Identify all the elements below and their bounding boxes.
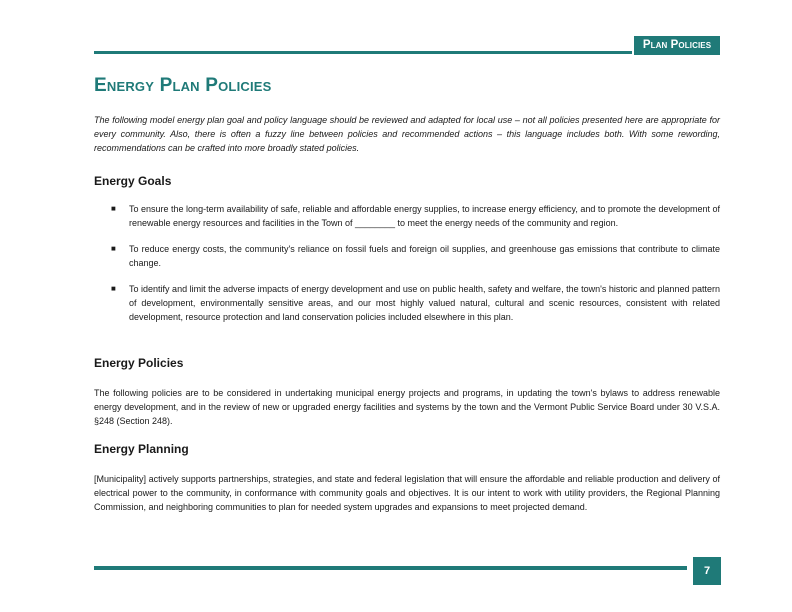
goal-text: To identify and limit the adverse impacts of energy development and use on public health, safety and welfare, the town's historic and planned pattern of development, environmentally sensitive areas, and our most highly valued natural, cultural and scenic resources, consistent with related development, resource protection and land conservation policies included elsewhere in this plan. bbox=[129, 284, 720, 322]
goal-text: To reduce energy costs, the community's reliance on fossil fuels and foreign oil supplies, and greenhouse gas emissions that contribute to climate change. bbox=[129, 244, 720, 268]
bullet-icon: ■ bbox=[111, 244, 116, 253]
energy-planning-paragraph: [Municipality] actively supports partnerships, strategies, and state and federal legislation that will ensure the affordable and reliable production and delivery of electrical power to the community, in conformance with community goals and objectives. It is our intent to work with utility providers, the Regional Planning Commission, and neighboring communities to plan for needed system upgrades and expansions to meet projected demand. bbox=[94, 474, 720, 512]
bullet-icon: ■ bbox=[111, 204, 116, 213]
page-title: Energy Plan Policies bbox=[94, 75, 272, 96]
intro-paragraph: The following model energy plan goal and policy language should be reviewed and adapted for local use – not all policies presented here are appropriate for every community. Also, there is often a fuzzy line between policies and recommended actions – this language includes both. With some rewording, recommendations can be crafted into more broadly stated policies. bbox=[94, 115, 720, 153]
goal-text: To ensure the long-term availability of safe, reliable and affordable energy supplies, to increase energy efficiency, and to promote the development of renewable energy resources and facilities in the Town of ________ to meet the energy needs of the community and region. bbox=[129, 204, 720, 228]
list-item bbox=[94, 242, 720, 270]
energy-planning-heading: Energy Planning bbox=[94, 442, 189, 456]
energy-goals-list bbox=[94, 202, 720, 336]
header-rule bbox=[94, 51, 632, 54]
list-item bbox=[94, 202, 720, 230]
bullet-icon: ■ bbox=[111, 284, 116, 293]
energy-policies-paragraph: The following policies are to be considered in undertaking municipal energy projects and programs, in updating the town's bylaws to address renewable energy development, and in the review of new or upgraded energy facilities and systems by the town and the Vermont Public Service Board under 30 V.S.A. §248 (Section 248). bbox=[94, 388, 720, 426]
page-number: 7 bbox=[693, 557, 721, 585]
list-item bbox=[94, 282, 720, 324]
energy-goals-heading: Energy Goals bbox=[94, 174, 172, 188]
footer-rule bbox=[94, 566, 687, 570]
section-tag: Plan Policies bbox=[634, 36, 720, 55]
energy-policies-heading: Energy Policies bbox=[94, 356, 184, 370]
